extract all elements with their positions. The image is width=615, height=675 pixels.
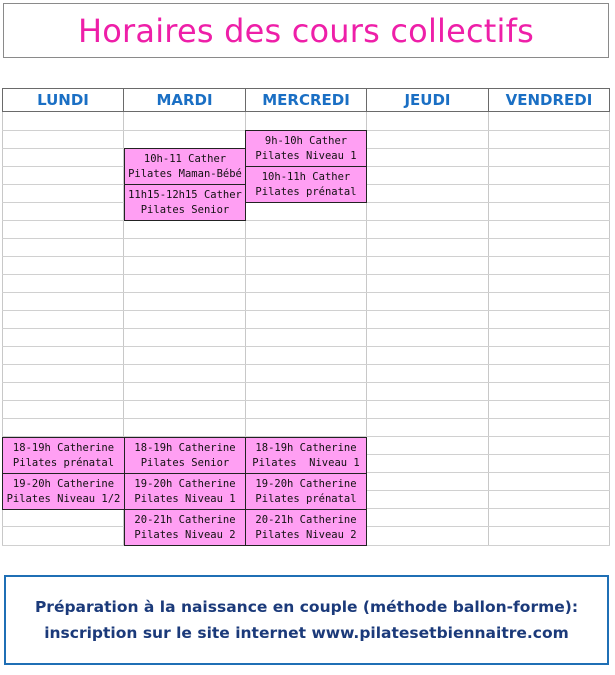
class-block[interactable]: [245, 473, 367, 510]
class-block[interactable]: [124, 437, 246, 474]
class-name: Pilates Maman-Bébé: [128, 167, 242, 180]
class-block[interactable]: [124, 473, 246, 510]
day-header-jeudi: JEUDI: [367, 89, 489, 111]
class-block[interactable]: [124, 148, 246, 185]
class-block[interactable]: [245, 166, 367, 203]
footer-note: [4, 575, 609, 665]
class-name: Pilates Niveau 2: [255, 528, 357, 541]
page-title: Horaires des cours collectifs: [78, 11, 534, 50]
class-block[interactable]: [124, 184, 246, 221]
class-block[interactable]: [2, 437, 125, 474]
class-time: 20-21h Catherine: [255, 513, 357, 526]
class-time: 10h-11h Cather: [261, 170, 351, 183]
day-header-mardi: MARDI: [124, 89, 246, 111]
day-header-vendredi: VENDREDI: [505, 91, 593, 109]
class-name: Pilates Niveau 1/2: [6, 492, 121, 505]
day-header-row: [2, 88, 610, 112]
class-name: Pilates Senior: [140, 203, 230, 216]
class-name: Pilates Senior: [140, 456, 230, 469]
class-name: Pilates Niveau 1: [255, 149, 357, 162]
class-block[interactable]: [124, 509, 246, 546]
class-name: Pilates prénatal: [255, 185, 357, 198]
class-time: 18-19h Catherine: [255, 441, 357, 454]
class-time: 20-21h Catherine: [134, 513, 236, 526]
footer-line-2: inscription sur le site internet www.pilatesetbiennaitre.com: [44, 624, 569, 642]
class-time: 18-19h Catherine: [134, 441, 236, 454]
class-name: Pilates Niveau 1: [252, 456, 360, 469]
class-name: Pilates Niveau 2: [134, 528, 236, 541]
class-time: 19-20h Catherine: [134, 477, 236, 490]
class-time: 9h-10h Cather: [264, 134, 348, 147]
class-name: Pilates prénatal: [12, 456, 115, 469]
class-name: Pilates prénatal: [255, 492, 357, 505]
class-block[interactable]: [245, 437, 367, 474]
class-time: 19-20h Catherine: [12, 477, 115, 490]
class-block[interactable]: [245, 509, 367, 546]
class-block[interactable]: [245, 130, 367, 167]
class-name: Pilates Niveau 1: [134, 492, 236, 505]
footer-line-1: Préparation à la naissance en couple (méthode ballon-forme):: [34, 598, 579, 616]
title-box: [3, 3, 609, 58]
class-time: 11h15-12h15 Cather: [128, 188, 242, 201]
class-block[interactable]: [2, 473, 125, 510]
class-time: 18-19h Catherine: [12, 441, 115, 454]
class-time: 10h-11 Cather: [143, 152, 227, 165]
day-header-lundi: LUNDI: [3, 89, 124, 111]
class-time: 19-20h Catherine: [255, 477, 357, 490]
day-header-mercredi: MERCREDI: [246, 89, 367, 111]
